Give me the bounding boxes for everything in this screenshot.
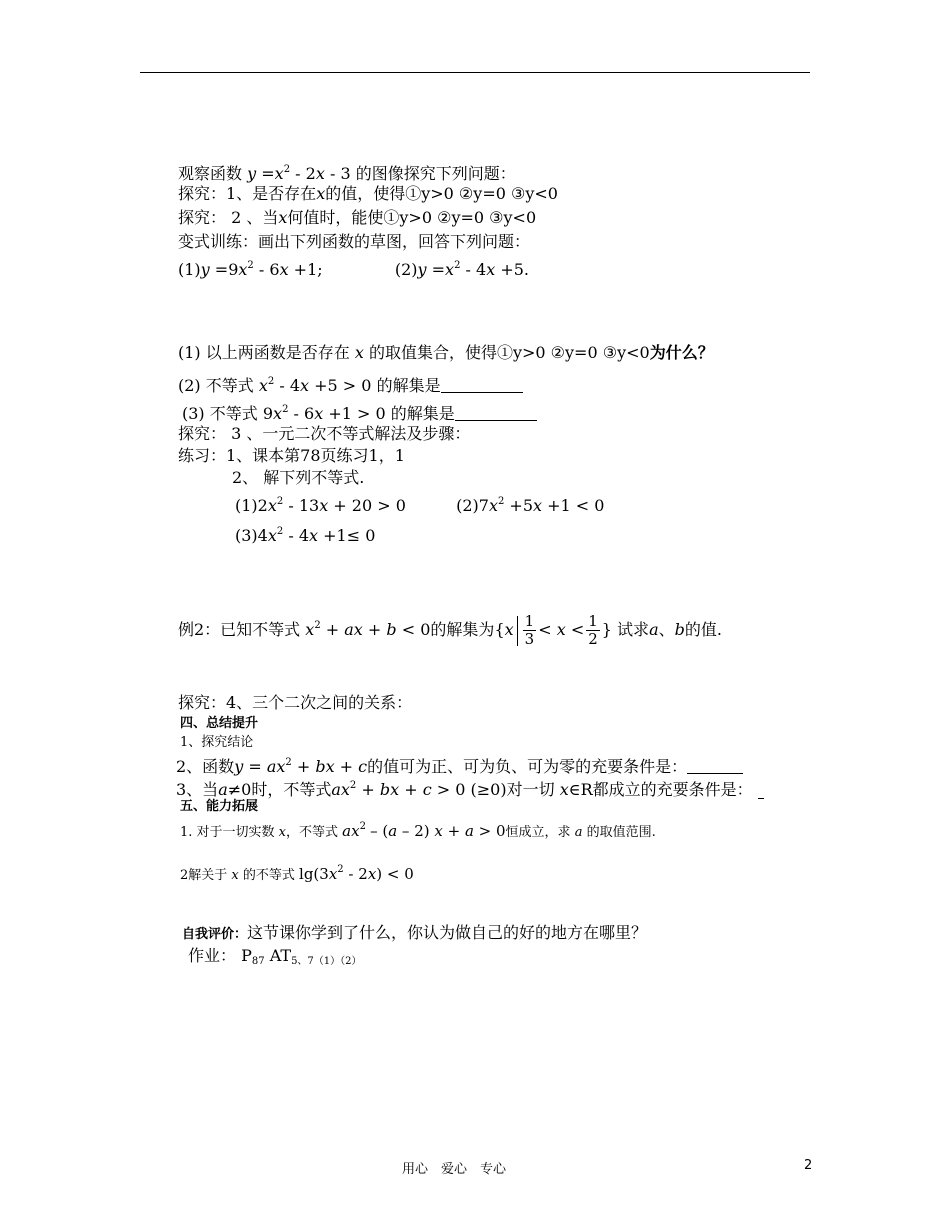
practice-line: 练习：1、课本第78页练习1，1 xyxy=(178,446,405,465)
self-evaluation-line: 自我评价：这节课你学到了什么，你认为做自己的好的地方在哪里？ xyxy=(182,923,648,942)
section-summary-heading: 四、总结提升 xyxy=(180,716,259,731)
answer-blank[interactable] xyxy=(687,759,743,774)
observe-function-line: 观察函数 $y =x^2 - 2x - 3$ 的图像探究下列问题： xyxy=(178,164,516,183)
explore-3-line: 探究： 3 、一元二次不等式解法及步骤： xyxy=(178,424,471,443)
question-3-line: (3) 不等式 $9x^2 - 6x +1 > 0$ 的解集是 xyxy=(182,400,537,424)
extension-item-1: 1. 对于一切实数 x，不等式 $ax^2 - (a - 2) x + a > 0$恒成立，求 a 的取值范围. xyxy=(180,821,656,840)
functions-line: $(1)y =9x^2 - 6x +1$; $(2)y =x^2 - 4x +5$. xyxy=(178,260,530,279)
question-2-line: (2) 不等式 $x^2 - 4x +5 > 0$ 的解集是 xyxy=(178,372,523,396)
section-extension-heading: 五、能力拓展 xyxy=(180,799,259,814)
variant-training-line: 变式训练：画出下列函数的草图，回答下列问题： xyxy=(178,232,531,251)
footer-motto: 用心 爱心 专心 xyxy=(402,1162,507,1177)
summary-item-1: 1、探究结论 xyxy=(180,735,254,750)
extension-item-2: 2解关于 x 的不等式 $\lg(3x^2 - 2x) < 0$ xyxy=(180,864,414,883)
page-number: 2 xyxy=(804,1158,813,1173)
inequality-1-2-line: $(1)2x^2 - 13x + 20 > 0$ $(2)7x^2 +5x +1 < 0$ xyxy=(235,496,605,515)
explore-4-line: 探究：4、三个二次之间的关系： xyxy=(178,693,413,712)
header-rule xyxy=(140,72,810,73)
example-2-line: 例2：已知不等式 $x^2$ + ax + b < 0的解集为{x $\frac{1}{3}$ < x < $\frac{1}{2}$ } 试求a、b的值. xyxy=(178,612,722,648)
answer-blank[interactable] xyxy=(455,406,537,421)
summary-item-3: 3、当a≠0时，不等式$ax^2$ + bx + c > 0 (≥0)对一切 x∈R都成立的充要条件是： xyxy=(176,776,764,800)
explore-1-line: 探究：1、是否存在x的值，使得①y>0 ②y=0 ③y<0 xyxy=(178,184,558,203)
homework-line: 作业： $P_{87}$ $AT_{5、7(1)(2)}$ xyxy=(188,946,362,967)
practice-2-line: 2、 解下列不等式. xyxy=(232,468,365,487)
answer-blank[interactable] xyxy=(441,378,523,393)
inequality-3-line: $(3)4x^2 - 4x +1\le 0$ xyxy=(235,526,376,545)
answer-blank[interactable] xyxy=(758,784,764,799)
question-1-line: (1) 以上两函数是否存在 x 的取值集合，使得①y>0 ②y=0 ③y<0为什么？ xyxy=(178,343,714,362)
explore-2-line: 探究： 2 、当x何值时，能使①y>0 ②y=0 ③y<0 xyxy=(178,208,537,227)
summary-item-2: 2、函数$y = ax^2$ + bx + c的值可为正、可为负、可为零的充要条件是： xyxy=(176,753,743,777)
